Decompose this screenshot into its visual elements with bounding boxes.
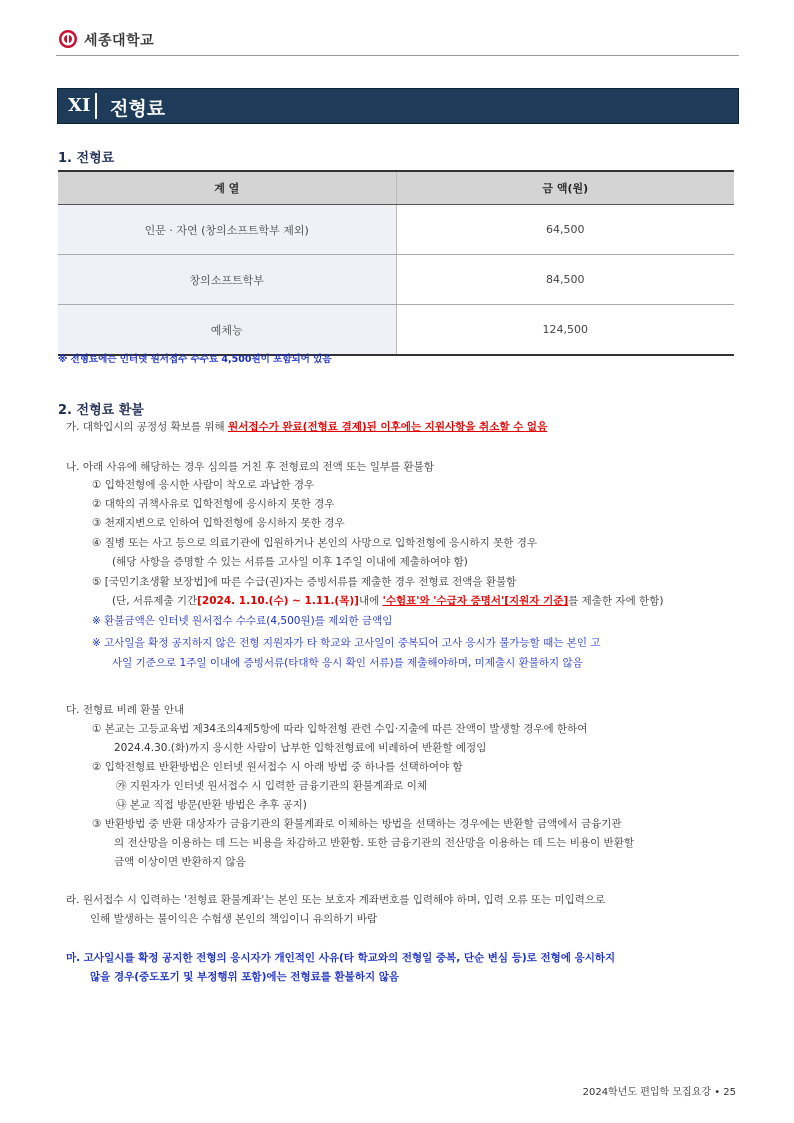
refund-da-item3-line2: 의 전산망을 이용하는 데 드는 비용을 차감하고 반환함. 또한 금융기관의 전산망을 이용하는 데 드는 비용이 반환할 <box>114 837 634 849</box>
table-row <box>58 205 734 255</box>
refund-na-item4-sub: (해당 사항을 증명할 수 있는 서류를 고사일 이후 1주일 이내에 제출하여야 함) <box>112 556 468 568</box>
chapter-number: XI <box>68 95 91 116</box>
refund-note2-line2: 사일 기준으로 1주일 이내에 증빙서류(타대학 응시 확인 서류)를 제출해야하며, 미제출시 환불하지 않음 <box>112 657 583 669</box>
refund-na-item: ④ 질병 또는 사고 등으로 의료기관에 입원하거나 본인의 사망으로 입학전형에 응시하지 못한 경우 <box>92 537 538 549</box>
refund-na-item5-sub <box>112 594 663 608</box>
refund-da-item2: ② 입학전형료 반환방법은 인터넷 원서접수 시 아래 방법 중 하나를 선택하여야 함 <box>92 761 463 773</box>
refund-da-intro: 다. 전형료 비례 환불 안내 <box>66 704 185 716</box>
refund-note2-line1: ※ 고사일을 확정 공지하지 않은 전형 지원자가 타 학교와 고사일이 중복되어 고사 응시가 불가능할 때는 본인 고 <box>92 637 601 649</box>
refund-note1: ※ 환불금액은 인터넷 원서접수 수수료(4,500원)를 제외한 금액임 <box>92 615 393 627</box>
item5-sub-text: 를 제출한 자에 한함) <box>568 595 664 607</box>
table-cell-amount: 64,500 <box>396 205 734 255</box>
refund-ra-line1: 라. 원서접수 시 입력하는 '전형료 환불계좌'는 본인 또는 보호자 계좌번호를 입력해야 하며, 입력 오류 또는 미입력으로 <box>66 894 606 906</box>
refund-da-item1-line1: ① 본교는 고등교육법 제34조의4제5항에 따라 입학전형 관련 수입·지출에 따른 잔액이 발생할 경우에 한하여 <box>92 723 588 735</box>
refund-da-item3-line1: ③ 반환방법 중 반환 대상자가 금융기관의 환불계좌로 이체하는 방법을 선택하는 경우에는 반환할 금액에서 금융기관 <box>92 818 622 830</box>
refund-ga-highlight: 원서접수가 완료(전형료 결제)된 이후에는 지원사항을 취소할 수 없음 <box>228 421 548 433</box>
table-cell-amount: 84,500 <box>396 255 734 305</box>
refund-na-item: ③ 천재지변으로 인하여 입학전형에 응시하지 못한 경우 <box>92 517 345 529</box>
table-cell-category: 인문 · 자연 (창의소프트학부 제외) <box>58 205 396 255</box>
refund-ra-line2: 인해 발생하는 불이익은 수험생 본인의 책임이니 유의하기 바람 <box>90 913 378 925</box>
refund-da-item2-b: ㉯ 본교 직접 방문(반환 방법은 추후 공지) <box>116 799 307 811</box>
table-cell-category: 예체능 <box>58 305 396 356</box>
chapter-title: 전형료 <box>110 98 166 120</box>
column-header-category: 계 열 <box>58 171 396 205</box>
table-cell-category: 창의소프트학부 <box>58 255 396 305</box>
refund-ga-text: 가. 대학입시의 공정성 확보를 위해 <box>66 421 229 433</box>
section2-heading: 2. 전형료 환불 <box>58 403 144 418</box>
chapter-title-bar <box>57 88 739 124</box>
fee-table-header-row <box>58 171 734 205</box>
table-row <box>58 305 734 356</box>
refund-ga <box>66 420 547 434</box>
page-header <box>56 27 739 56</box>
university-seal-icon <box>58 29 78 49</box>
refund-da-item1-line2: 2024.4.30.(화)까지 응시한 사람이 납부한 입학전형료에 비례하여 반환할 예정임 <box>114 742 487 754</box>
fee-note: ※ 전형료에는 인터넷 원서접수 수수료 4,500원이 포함되어 있음 <box>58 354 332 365</box>
column-header-amount: 금 액(원) <box>396 171 734 205</box>
title-divider <box>95 93 97 119</box>
refund-da-item3-line3: 금액 이상이면 반환하지 않음 <box>114 856 246 868</box>
submission-period: [2024. 1.10.(수) ~ 1.11.(목)] <box>197 595 359 607</box>
refund-da-item2-a: ㉮ 지원자가 인터넷 원서접수 시 입력한 금융기관의 환불계좌로 이체 <box>116 780 428 792</box>
table-cell-amount: 124,500 <box>396 305 734 356</box>
item5-sub-text: 내에 <box>358 595 383 607</box>
fee-table <box>58 170 734 356</box>
item5-sub-text: (단, 서류제출 기간 <box>112 595 198 607</box>
page-footer: 2024학년도 편입학 모집요강 • 25 <box>582 1087 736 1098</box>
refund-na-item: ① 입학전형에 응시한 사람이 착오로 과납한 경우 <box>92 479 315 491</box>
section1-heading: 1. 전형료 <box>58 151 115 166</box>
refund-na-item5: ⑤ [국민기초생활 보장법]에 따른 수급(권)자는 증빙서류를 제출한 경우 전형료 전액을 환불함 <box>92 576 517 588</box>
refund-ma-line2: 않을 경우(중도포기 및 부정행위 포함)에는 전형료를 환불하지 않음 <box>90 971 400 983</box>
university-logo-text: 세종대학교 <box>84 33 155 49</box>
refund-na-intro: 나. 아래 사유에 해당하는 경우 심의를 거친 후 전형료의 전액 또는 일부를 환불함 <box>66 461 434 473</box>
table-row <box>58 255 734 305</box>
refund-na-item: ② 대학의 귀책사유로 입학전형에 응시하지 못한 경우 <box>92 498 335 510</box>
refund-ma-line1: 마. 고사일시를 확정 공지한 전형의 응시자가 개인적인 사유(타 학교와의 전형일 중복, 단순 변심 등)로 전형에 응시하지 <box>66 952 616 964</box>
required-documents: '수험표'와 '수급자 증명서'[지원자 기준] <box>382 595 569 607</box>
